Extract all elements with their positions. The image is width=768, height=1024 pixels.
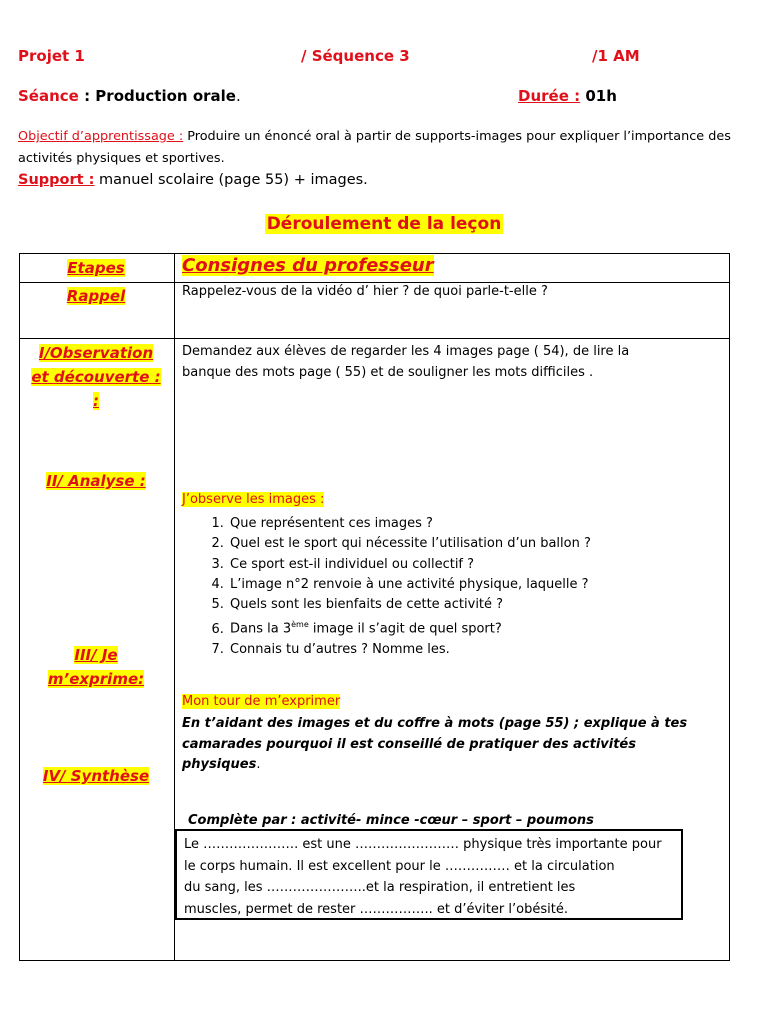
observation-stage [19, 341, 173, 413]
observation-stage-line3: : [93, 392, 99, 410]
complete-instruction: Complète par : activité- mince -cœur – sport – poumons [188, 813, 594, 828]
lesson-title-text: Déroulement de la leçon [266, 214, 502, 234]
duree-line [518, 87, 617, 105]
exprimer-line2: camarades pourquoi il est conseillé de pratiquer des activités [182, 736, 636, 752]
seance-dot: . [235, 87, 241, 105]
table-row-divider [19, 338, 730, 339]
exprimer-line3-text: physiques [182, 757, 257, 772]
table-border-bottom [19, 960, 730, 961]
objective-label: Objectif d’apprentissage : [18, 129, 184, 144]
observation-stage-line2: et découverte : [31, 368, 161, 386]
fill-in-line: le corps humain. Il est excellent pour le …………… et la circulation [184, 858, 615, 874]
q6-suffix: image il s’agit de quel sport? [308, 621, 502, 637]
fill-in-line: muscles, permet de rester …………….. et d’éviter l’obésité. [184, 901, 568, 917]
level-label: /1 AM [592, 47, 640, 65]
seance-value: Production orale [95, 87, 236, 105]
exprimer-line3 [182, 755, 687, 776]
question-item: 3. Ce sport est-il individuel ou collectif ? [228, 555, 591, 575]
fill-in-line: Le …………………. est une …………………… physique très importante pour [184, 837, 662, 852]
rappel-stage-text: Rappel [66, 287, 126, 305]
rappel-stage [19, 284, 173, 308]
observe-heading [182, 492, 324, 507]
seance-separator: : [78, 87, 96, 105]
fill-in-line: du sang, les …………………..et la respiration, il entretient les [184, 880, 576, 895]
table-border-right [729, 253, 730, 961]
table-header-divider [19, 282, 730, 283]
seance-line [18, 87, 241, 105]
etapes-header-text: Etapes [67, 259, 125, 277]
question-item: 1. Que représentent ces images ? [228, 514, 591, 534]
project-label: Projet 1 [18, 47, 85, 65]
etapes-header [19, 256, 173, 280]
observation-line1: Demandez aux élèves de regarder les 4 images page ( 54), de lire la [182, 344, 630, 359]
question-item: 5. Quels sont les bienfaits de cette activité ? [228, 595, 591, 615]
question-item: 4. L’image n°2 renvoie à une activité physique, laquelle ? [228, 575, 591, 595]
consignes-header-text: Consignes du professeur [182, 255, 434, 276]
exprimer-instruction [182, 714, 687, 776]
support-text: manuel scolaire (page 55) + images. [94, 172, 368, 188]
support-line [18, 172, 368, 188]
question-item: 2. Quel est le sport qui nécessite l’utilisation d’un ballon ? [228, 534, 591, 554]
observation-instruction [182, 341, 629, 383]
duree-value: 01h [580, 87, 617, 105]
q6-superscript: ème [291, 620, 309, 630]
exprime-stage-line1: III/ Je [74, 646, 118, 664]
exprime-stage-line2: m’exprime: [47, 670, 145, 688]
table-border-top [19, 253, 730, 254]
question-list [203, 514, 591, 660]
fill-in-box [175, 829, 683, 920]
exprimer-heading [182, 694, 340, 709]
seance-label: Séance [18, 87, 79, 105]
duree-label: Durée : [518, 87, 581, 105]
sequence-label: / Séquence 3 [301, 47, 410, 65]
observation-line2: banque des mots page ( 55) et de souligner les mots difficiles . [182, 365, 594, 380]
fill-in-text [184, 834, 679, 920]
question-item: 7. Connais tu d’autres ? Nomme les. [228, 640, 591, 660]
analyse-stage [19, 469, 173, 493]
objective-text: Produire un énoncé oral à partir de supports-images pour expliquer l’importance des activités physiques et sportives. [18, 129, 731, 166]
lesson-title [0, 214, 768, 234]
analyse-stage-text: II/ Analyse : [46, 472, 146, 490]
exprime-stage [19, 643, 173, 691]
consignes-header [182, 255, 434, 276]
rappel-instruction: Rappelez-vous de la vidéo d’ hier ? de quoi parle-t-elle ? [182, 284, 548, 299]
exprimer-heading-text: Mon tour de m’exprimer [182, 694, 341, 709]
exprimer-line1: En t’aidant des images et du coffre à mots (page 55) ; explique à tes [182, 716, 688, 731]
question-item [228, 615, 591, 640]
synthese-stage [19, 764, 173, 788]
q6-prefix: Dans la 3 [230, 621, 292, 637]
observe-heading-text: J’observe les images : [182, 492, 325, 507]
exprimer-line3-dot: . [256, 757, 261, 772]
support-label: Support : [18, 172, 95, 188]
synthese-stage-text: IV/ Synthèse [42, 767, 150, 785]
objective-paragraph [18, 126, 748, 170]
observation-stage-line1: I/Observation [38, 344, 154, 362]
